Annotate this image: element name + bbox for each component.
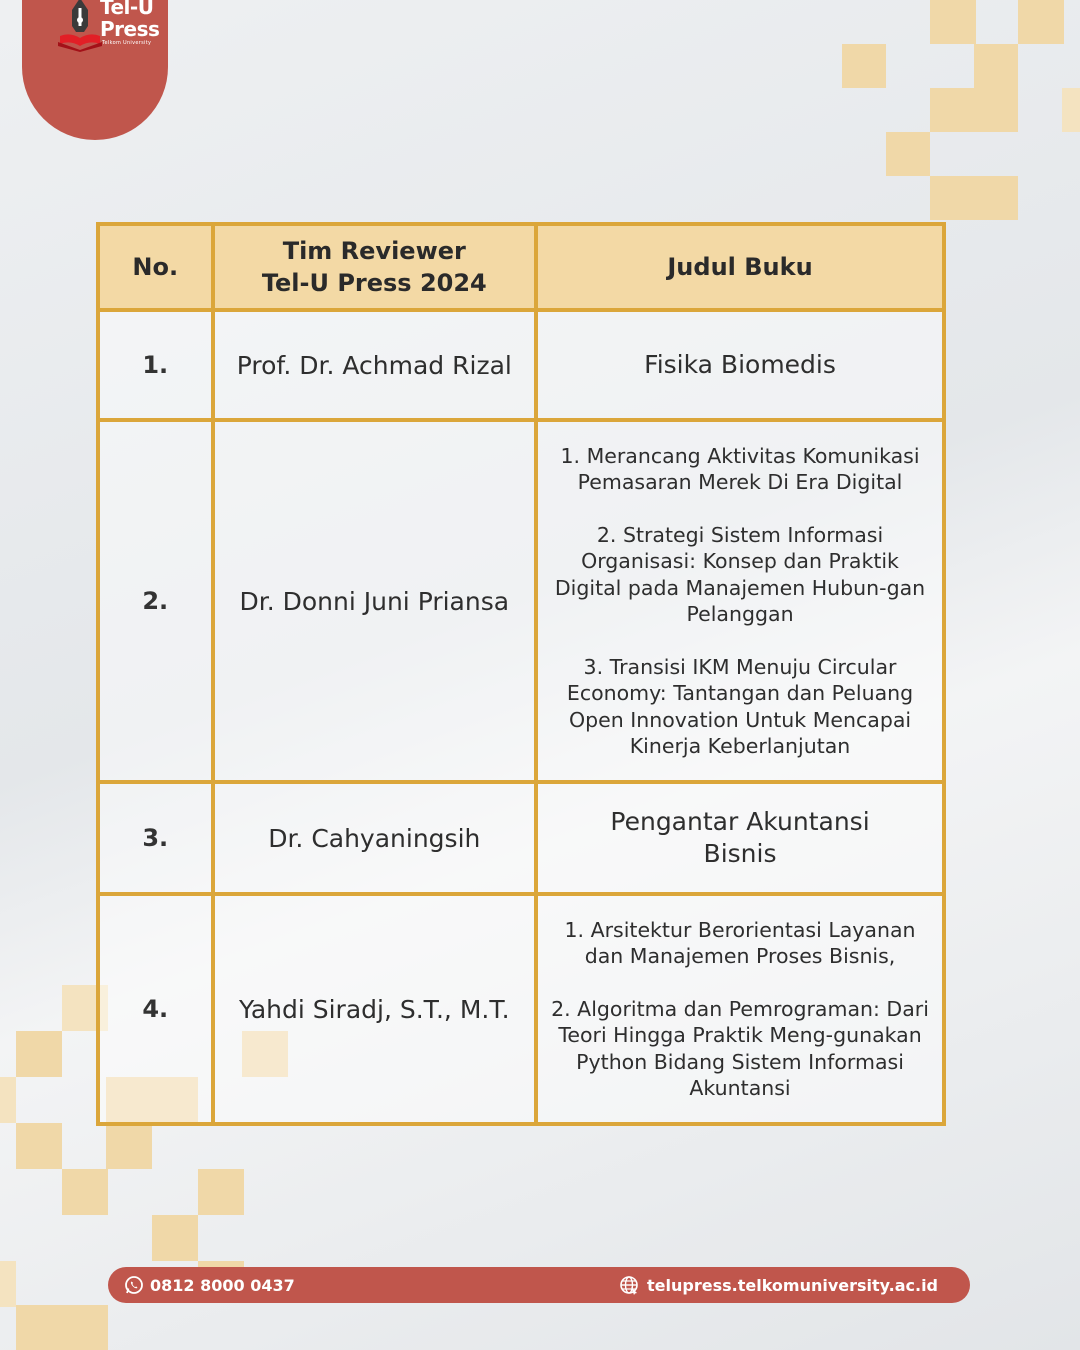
- website-url: telupress.telkomuniversity.ac.id: [647, 1275, 938, 1295]
- reviewer-cell: [213, 420, 537, 782]
- globe-icon: [619, 1275, 639, 1295]
- row-number: [98, 782, 213, 894]
- reviewer-name: Yahdi Siradj, S.T., M.T.: [238, 994, 510, 1024]
- row-number: [98, 894, 213, 1124]
- header-book: [536, 224, 944, 310]
- reviewer-cell: [213, 310, 537, 420]
- book-title: 2. Algoritma dan Pemrograman: Dari Teori Hingga Praktik Meng-gunakan Python Bidang Sistem Informasi Akuntansi: [551, 996, 929, 1100]
- phone-contact[interactable]: [124, 1275, 295, 1295]
- brand-subtitle: Telkom University: [102, 40, 152, 46]
- row-number: [98, 310, 213, 420]
- brand-name-line2: Press: [100, 17, 160, 41]
- reviewer-name: Dr. Donni Juni Priansa: [239, 586, 510, 616]
- header-book-label: Judul Buku: [667, 253, 813, 281]
- table-row: [98, 782, 944, 894]
- reviewer-table: [96, 222, 946, 1126]
- book-title: 2. Strategi Sistem Informasi Organisasi: Konsep dan Praktik Digital pada Manajemen Hubun-gan Pelanggan: [554, 522, 926, 626]
- book-cell: [536, 420, 944, 782]
- website-link[interactable]: [619, 1275, 938, 1295]
- table-row: [98, 894, 944, 1124]
- decor-square: [886, 132, 930, 176]
- header-reviewer: [213, 224, 537, 310]
- decor-square: [62, 1169, 108, 1215]
- book-list: [538, 917, 942, 1102]
- book-title-line2: Bisnis: [703, 839, 777, 868]
- decor-square: [842, 44, 886, 88]
- pen-book-icon: [58, 0, 102, 52]
- reviewer-name: Dr. Cahyaningsih: [268, 823, 481, 853]
- table-row: [98, 420, 944, 782]
- header-reviewer-line2: Tel-U Press 2024: [261, 269, 487, 297]
- decor-square: [16, 1031, 62, 1077]
- decor-square: [930, 176, 1018, 220]
- book-title: 3. Transisi IKM Menuju Circular Economy: Tantangan dan Peluang Open Innovation Untuk Mencapai Kinerja Keberlanjutan: [566, 654, 914, 758]
- book-cell: [536, 782, 944, 894]
- row-number-text: 4.: [142, 995, 169, 1023]
- book-title: 1. Merancang Aktivitas Komunikasi Pemasaran Merek Di Era Digital: [560, 443, 920, 494]
- phone-number: 0812 8000 0437: [150, 1275, 295, 1295]
- decor-square: [0, 1261, 16, 1307]
- book-title: Fisika Biomedis: [644, 350, 836, 379]
- reviewer-name: Prof. Dr. Achmad Rizal: [236, 350, 512, 380]
- header-no-label: No.: [132, 253, 179, 281]
- book-title: 1. Arsitektur Berorientasi Layanan dan Manajemen Proses Bisnis,: [564, 917, 916, 968]
- brand-name-line1: Tel-U: [100, 0, 154, 19]
- brand-badge: [22, 0, 168, 140]
- decor-square: [1062, 88, 1080, 132]
- row-number: [98, 420, 213, 782]
- table-row: [98, 310, 944, 420]
- decor-square: [106, 1123, 152, 1169]
- whatsapp-icon: [124, 1275, 144, 1295]
- decor-square: [16, 1305, 108, 1350]
- reviewer-cell: [213, 782, 537, 894]
- header-reviewer-line1: Tim Reviewer: [282, 237, 466, 265]
- reviewer-cell: [213, 894, 537, 1124]
- decor-square: [16, 1123, 62, 1169]
- decor-square: [930, 0, 976, 44]
- row-number-text: 3.: [142, 824, 169, 852]
- book-cell: [536, 894, 944, 1124]
- header-no: [98, 224, 213, 310]
- book-list: [538, 443, 942, 760]
- brand-name: [100, 0, 159, 40]
- decor-square: [930, 88, 1018, 132]
- contact-footer: [108, 1267, 970, 1303]
- decor-square: [0, 1077, 16, 1123]
- row-number-text: 2.: [142, 587, 169, 615]
- book-cell: [536, 310, 944, 420]
- table-header-row: [98, 224, 944, 310]
- book-title-line1: Pengantar Akuntansi: [610, 807, 870, 836]
- row-number-text: 1.: [142, 351, 169, 379]
- decor-square: [1018, 0, 1064, 44]
- decor-square: [974, 44, 1018, 88]
- decor-square: [198, 1169, 244, 1215]
- decor-square: [152, 1215, 198, 1261]
